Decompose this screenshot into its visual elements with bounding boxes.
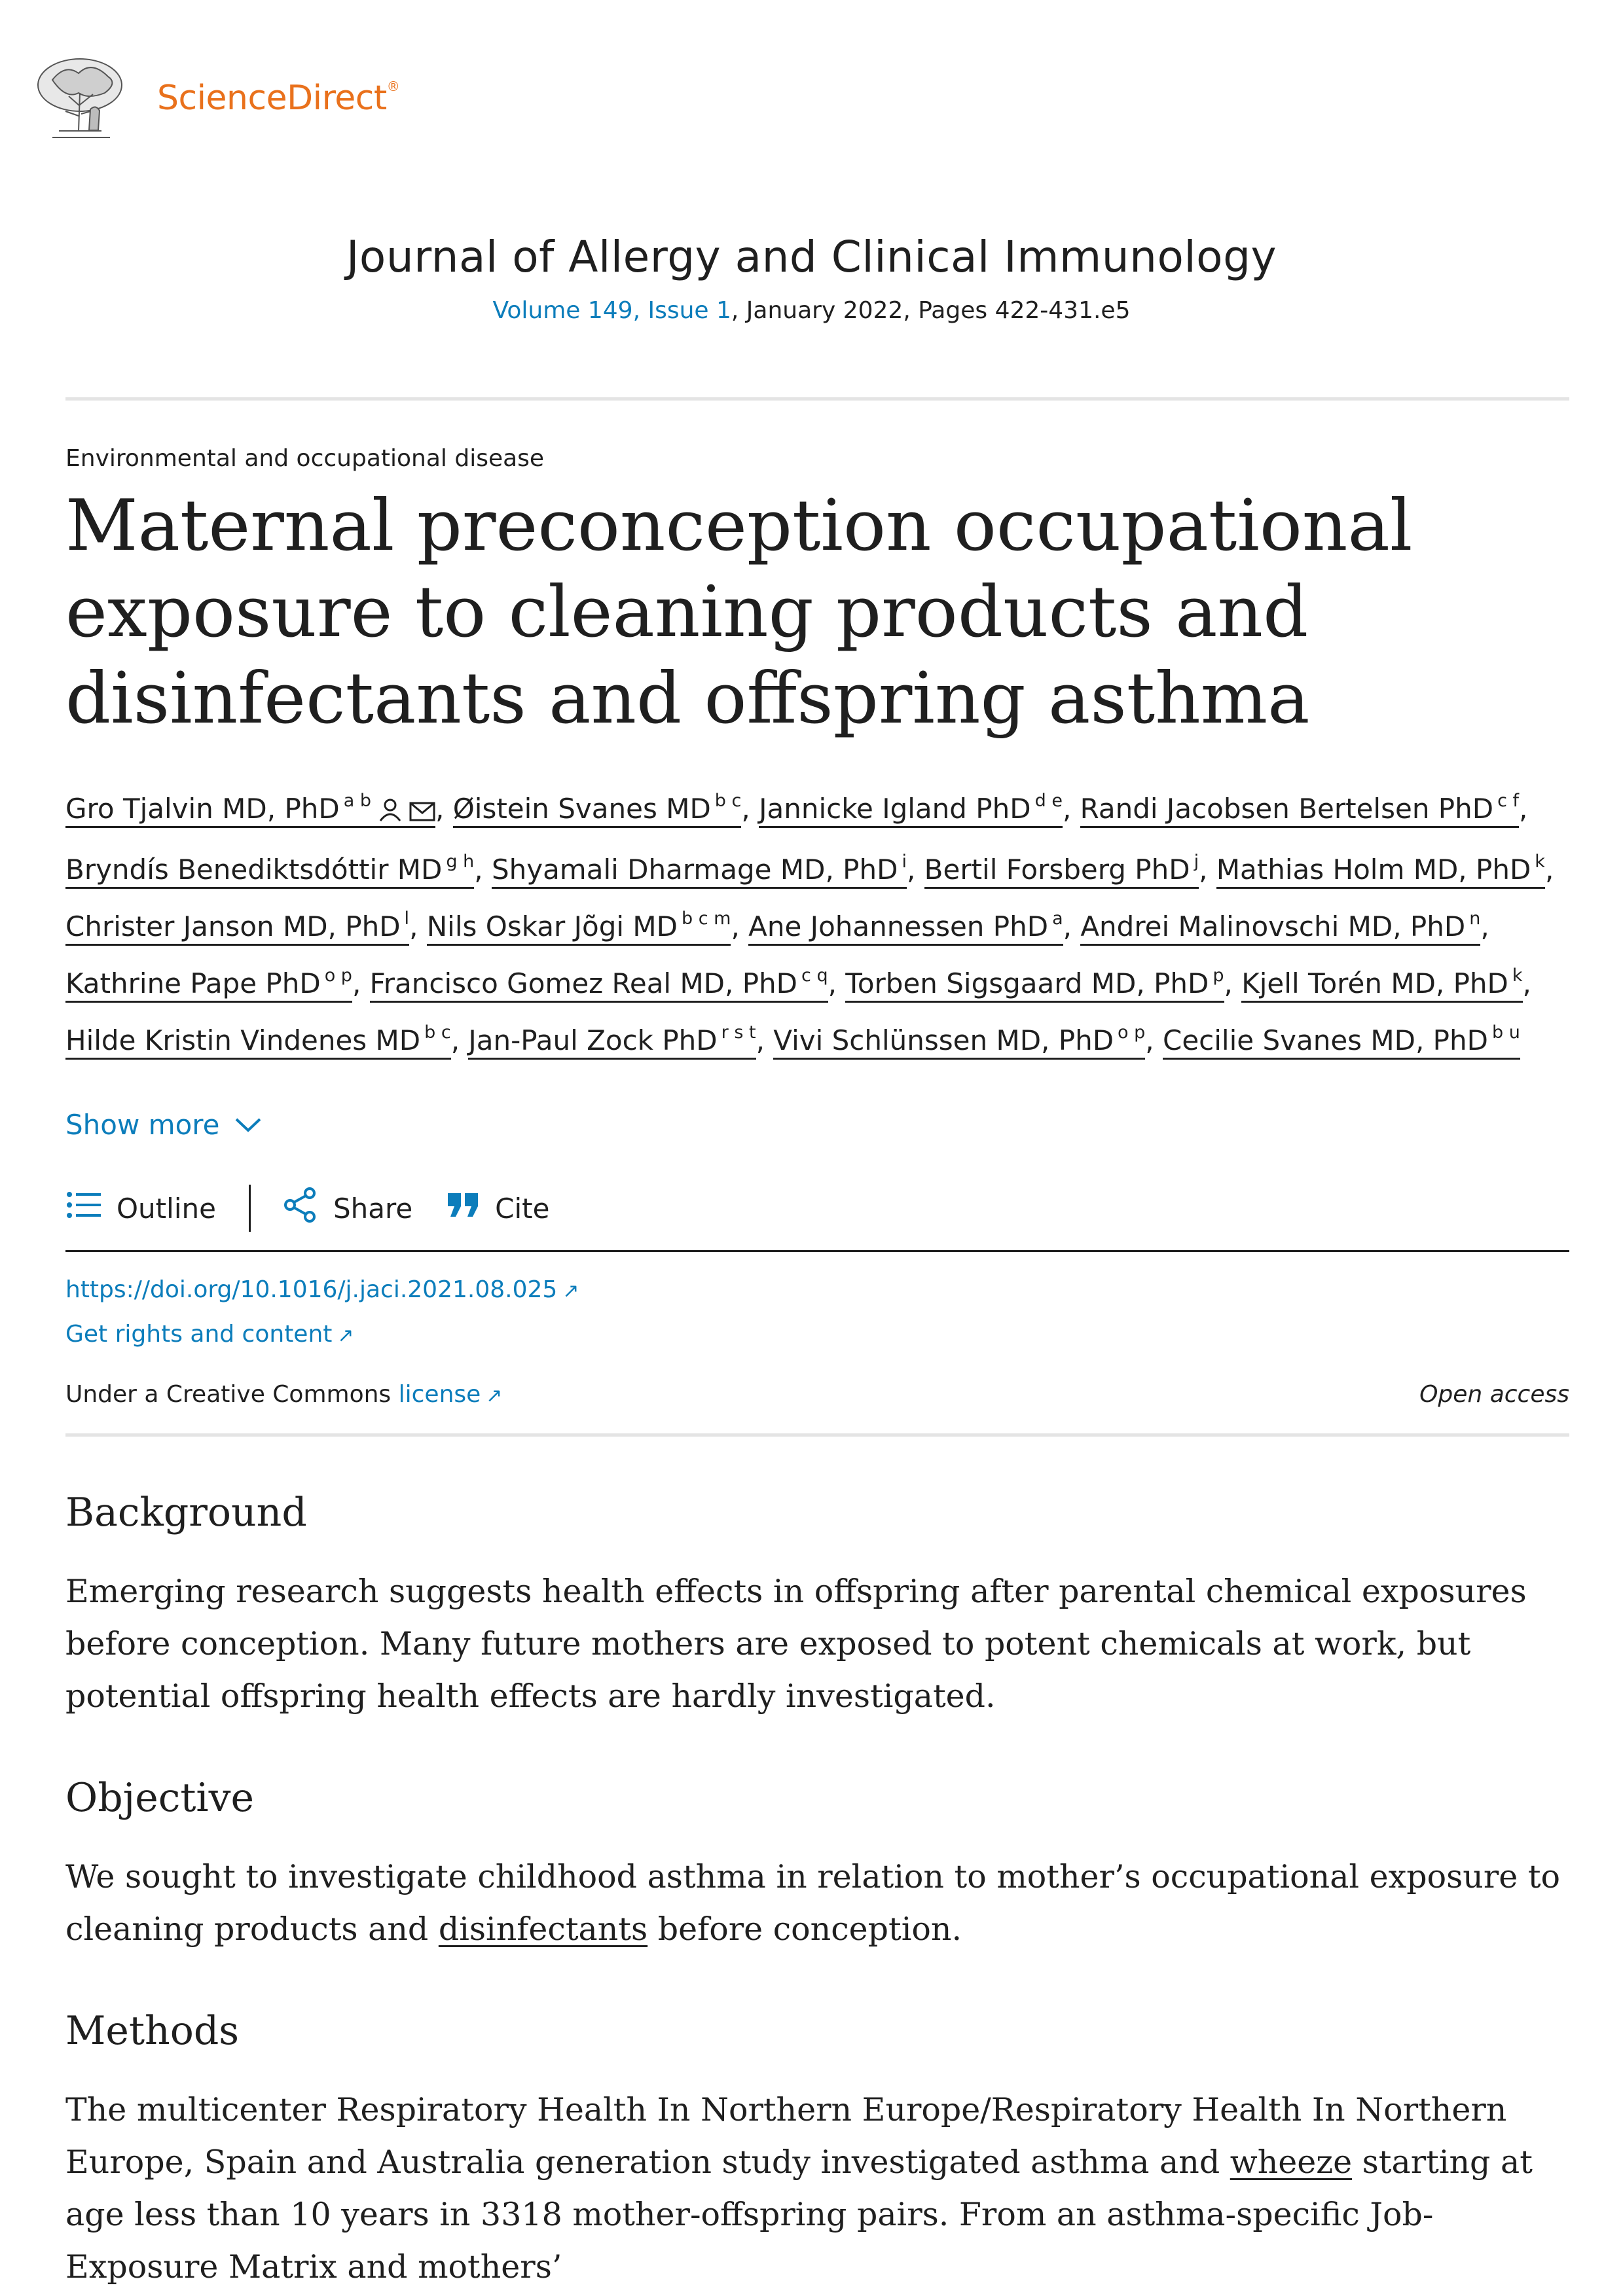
author-link[interactable] — [1080, 910, 1480, 946]
license-prefix: Under a Creative Commons — [65, 1381, 399, 1408]
author-link[interactable] — [845, 967, 1224, 1003]
author-name: Shyamali Dharmage MD, PhD — [491, 853, 898, 886]
article-section: Environmental and occupational disease — [65, 445, 545, 472]
external-arrow-icon: ↗ — [486, 1384, 503, 1407]
author-link[interactable] — [492, 853, 907, 889]
author-affiliation-marks: b u — [1491, 1022, 1520, 1043]
author-name: Christer Janson MD, PhD — [65, 910, 401, 942]
article-title: Maternal preconception occupational exposure to cleaning products and disinfectants and offspring asthma — [65, 485, 1413, 740]
envelope-icon — [409, 788, 435, 837]
author-affiliation-marks: a — [1052, 908, 1063, 929]
toolbar-divider — [65, 1250, 1569, 1252]
rights-link[interactable] — [65, 1321, 354, 1348]
outline-label: Outline — [117, 1192, 216, 1225]
author-separator: , — [906, 853, 924, 886]
author-separator: , — [1522, 967, 1531, 999]
share-icon — [282, 1187, 319, 1230]
wheeze-link[interactable]: wheeze — [1230, 2144, 1353, 2181]
issue-line — [0, 297, 1623, 324]
methods-text-part: The multicenter Respiratory Health In Northern Europe/Respiratory Health In Northern Europe, Spain and Australia generation study investigated asthma and — [65, 2091, 1507, 2181]
author-affiliation-marks: o p — [1118, 1022, 1146, 1043]
author-affiliation-marks: l — [404, 908, 410, 929]
methods-heading: Methods — [65, 2008, 240, 2054]
author-link[interactable] — [65, 793, 435, 828]
author-separator: , — [435, 793, 453, 825]
author-affiliation-marks: n — [1469, 908, 1481, 929]
author-link[interactable] — [453, 793, 742, 828]
volume-issue-link[interactable]: Volume 149, Issue 1 — [492, 297, 731, 324]
author-separator: , — [828, 967, 846, 999]
author-affiliation-marks: j — [1194, 852, 1199, 872]
rights-link-text[interactable]: Get rights and content — [65, 1321, 333, 1348]
author-name: Bertil Forsberg PhD — [924, 853, 1190, 886]
show-more-label: Show more — [65, 1109, 220, 1141]
author-link[interactable] — [468, 1024, 756, 1060]
author-separator: , — [1544, 853, 1554, 886]
methods-text — [65, 2084, 1571, 2293]
doi-link[interactable] — [65, 1276, 579, 1303]
license-link[interactable]: license — [398, 1381, 481, 1408]
doi-link-text[interactable]: https://doi.org/10.1016/j.jaci.2021.08.025 — [65, 1276, 558, 1303]
author-affiliation-marks: k — [1535, 852, 1545, 872]
journal-title[interactable]: Journal of Allergy and Clinical Immunology — [346, 232, 1277, 282]
issue-details: , January 2022, Pages 422-431.e5 — [731, 297, 1131, 324]
author-affiliation-marks: o p — [324, 965, 352, 986]
person-icon — [378, 788, 403, 837]
share-label: Share — [333, 1192, 413, 1225]
author-affiliation-marks: b c — [714, 791, 742, 811]
author-name: Bryndís Benediktsdóttir MD — [65, 853, 443, 886]
author-link[interactable] — [1080, 793, 1519, 828]
disinfectants-link[interactable]: disinfectants — [438, 1910, 648, 1948]
author-name: Øistein Svanes MD — [452, 793, 711, 825]
author-affiliation-marks: b c m — [681, 908, 731, 929]
author-separator: , — [741, 793, 759, 825]
author-link[interactable] — [759, 793, 1063, 828]
list-icon — [65, 1190, 102, 1227]
license-line — [65, 1381, 502, 1408]
author-separator: , — [1199, 853, 1216, 886]
chevron-down-icon — [234, 1109, 263, 1141]
author-separator: , — [756, 1024, 774, 1056]
author-link[interactable] — [773, 1024, 1145, 1060]
header-divider — [65, 397, 1569, 401]
author-link[interactable] — [1163, 1024, 1520, 1060]
article-toolbar — [65, 1185, 549, 1232]
author-name: Francisco Gomez Real MD, PhD — [369, 967, 798, 999]
author-affiliation-marks: b c — [424, 1022, 451, 1043]
author-name: Randi Jacobsen Bertelsen PhD — [1080, 793, 1494, 825]
author-name: Vivi Schlünssen MD, PhD — [773, 1024, 1114, 1056]
links-divider — [65, 1433, 1569, 1437]
author-link[interactable] — [370, 967, 828, 1003]
author-link[interactable] — [65, 1024, 451, 1060]
objective-heading: Objective — [65, 1775, 255, 1821]
author-affiliation-marks: i — [902, 852, 907, 872]
external-arrow-icon: ↗ — [562, 1280, 579, 1302]
author-affiliation-marks: c f — [1497, 791, 1520, 811]
author-list — [65, 776, 1571, 1065]
author-affiliation-marks: g h — [446, 852, 475, 872]
author-name: Kathrine Pape PhD — [65, 967, 321, 999]
share-button[interactable] — [282, 1187, 412, 1230]
quote-icon — [447, 1192, 481, 1225]
background-text: Emerging research suggests health effects in offspring after parental chemical exposures before conception. Many future mothers are exposed to potent chemicals at work, but potential offspring health effects are hardly investigated. — [65, 1573, 1527, 1715]
outline-button[interactable] — [65, 1190, 216, 1227]
cite-label: Cite — [495, 1192, 550, 1225]
author-separator: , — [1519, 793, 1528, 825]
author-name: Gro Tjalvin MD, PhD — [65, 793, 340, 825]
author-name: Hilde Kristin Vindenes MD — [65, 1024, 421, 1056]
author-separator: , — [1224, 967, 1242, 999]
author-affiliation-marks: k — [1512, 965, 1523, 986]
author-name: Cecilie Svanes MD, PhD — [1163, 1024, 1488, 1056]
background-heading: Background — [65, 1490, 307, 1535]
author-separator: , — [1063, 910, 1081, 942]
author-link[interactable] — [65, 967, 352, 1003]
author-separator: , — [1145, 1024, 1163, 1056]
author-name: Nils Oskar Jõgi MD — [426, 910, 678, 942]
author-link[interactable] — [427, 910, 731, 946]
author-name: Jannicke Igland PhD — [759, 793, 1031, 825]
author-separator: , — [1480, 910, 1489, 942]
elsevier-tree-logo[interactable] — [33, 54, 128, 142]
author-link[interactable] — [1216, 853, 1545, 889]
author-link[interactable] — [65, 853, 474, 889]
author-link[interactable] — [748, 910, 1063, 946]
author-separator: , — [450, 1024, 469, 1056]
methods-text-part: starting at age less than 10 years in 3318 mother-offspring pairs. From an asthma-specific Job-Exposure Matrix and mothers’ — [65, 2144, 1533, 2286]
open-access-label: Open access — [1419, 1381, 1569, 1408]
external-arrow-icon: ↗ — [337, 1324, 354, 1347]
author-affiliation-marks: c q — [801, 965, 828, 986]
objective-text-part: We sought to investigate childhood asthma in relation to mother’s occupational exposure to cleaning products and — [65, 1858, 1561, 1948]
author-affiliation-marks: a b — [343, 791, 372, 811]
author-name: Kjell Torén MD, PhD — [1241, 967, 1508, 999]
author-separator: , — [731, 910, 749, 942]
author-affiliation-marks: r s t — [721, 1022, 756, 1043]
toolbar-separator — [249, 1185, 251, 1232]
author-separator: , — [474, 853, 492, 886]
author-separator: , — [409, 910, 427, 942]
author-link[interactable] — [1241, 967, 1522, 1003]
author-name: Andrei Malinovschi MD, PhD — [1080, 910, 1466, 942]
author-separator: , — [1062, 793, 1080, 825]
cite-button[interactable] — [447, 1192, 549, 1225]
objective-text-part: before conception. — [647, 1910, 962, 1948]
objective-text — [65, 1851, 1571, 1956]
author-name: Mathias Holm MD, PhD — [1216, 853, 1531, 886]
author-name: Jan-Paul Zock PhD — [468, 1024, 718, 1056]
author-separator: , — [352, 967, 370, 999]
author-affiliation-marks: d e — [1034, 791, 1063, 811]
author-name: Ane Johannessen PhD — [748, 910, 1049, 942]
author-link[interactable] — [924, 853, 1199, 889]
author-name: Torben Sigsgaard MD, PhD — [845, 967, 1209, 999]
author-affiliation-marks: p — [1213, 965, 1224, 986]
sciencedirect-brand[interactable]: ScienceDirect® — [157, 79, 400, 118]
author-link[interactable] — [65, 910, 409, 946]
show-more-button[interactable] — [65, 1109, 263, 1141]
